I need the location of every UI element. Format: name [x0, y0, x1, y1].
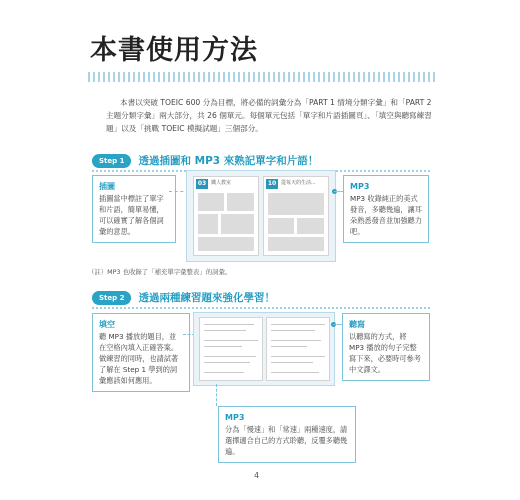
page-head: 從每天的生活...: [281, 180, 316, 186]
footnote: （註）MP3 也收錄了「補充單字彙整表」的詞彙。: [88, 268, 232, 276]
exercise-right-page: [266, 317, 330, 381]
step2-header: [92, 290, 275, 305]
step2-bottom-heading: MP3: [225, 413, 245, 422]
step1-right-body: MP3 收錄純正的美式發音，多聽幾遍，讓耳朵熟悉發音並加強聽力吧。: [350, 194, 422, 236]
unit-number: 10: [267, 180, 277, 187]
step2-right-heading: 聽寫: [349, 320, 365, 329]
step2-left-body: 聽 MP3 播放的題目，並在空格內填入正確答案。做練習的同時，也請試著了解在 Step 1 學到的詞彙應該如何應用。: [99, 332, 179, 385]
illustration: [268, 237, 324, 251]
step2-left-heading: 填空: [99, 320, 115, 329]
illustration: [198, 214, 218, 234]
text-line: [204, 346, 242, 347]
page-head: 鐵人教室: [211, 180, 232, 186]
page-title: 本書使用方法: [90, 35, 258, 66]
step1-title: 透過插圖和 MP3 來熟記單字和片語！: [138, 155, 319, 167]
text-line: [271, 346, 307, 347]
step1-badge: Step 1: [92, 154, 131, 168]
text-line: [204, 324, 254, 325]
text-line: [271, 372, 319, 373]
step2-title: 透過兩種練習題來強化學習！: [138, 292, 275, 304]
step2-bottom-body: 分為「慢速」和「常速」兩種速度，請選擇適合自己的方式聆聽，反覆多聽幾遍。: [225, 425, 348, 456]
text-line: [204, 372, 244, 373]
text-line: [271, 356, 325, 357]
page-number: 4: [254, 471, 260, 480]
step1-left-body: 插圖當中標註了單字和片語，簡單易懂，可以確實了解各個詞彙的意思。: [99, 194, 164, 236]
illustration: [297, 218, 324, 234]
text-line: [271, 362, 313, 363]
text-line: [271, 324, 325, 325]
illustration: [268, 218, 294, 234]
illustration: [268, 193, 324, 215]
illustration: [227, 193, 254, 211]
text-line: [204, 340, 258, 341]
text-line: [271, 340, 321, 341]
step1-left-heading: 插圖: [99, 182, 115, 191]
step2-dictation-box: [342, 313, 430, 381]
step1-illustration-box: [92, 175, 176, 243]
title-divider: [88, 72, 438, 82]
intro-paragraph: 本書以突破 TOEIC 600 分為目標，將必備的詞彙分為「PART 1 情境分類字彙」和「PART 2 主題分類字彙」兩大部分，共 26 個單元。每個單元包括「單字和片語插圖頁」、「填空與聽寫練習題」以及「挑戰 TOEIC 模擬試題」三個部分。: [106, 98, 432, 133]
step2-book-image: [193, 312, 335, 386]
step1-book-image: [186, 170, 336, 262]
text-line: [204, 362, 250, 363]
text-line: [204, 356, 256, 357]
exercise-left-page: [199, 317, 263, 381]
illustration: [221, 214, 254, 234]
step1-header: [92, 153, 318, 168]
step2-fill-in-box: [92, 313, 190, 392]
step1-right-heading: MP3: [350, 182, 370, 191]
step2-rule: [92, 307, 430, 309]
text-line: [204, 330, 246, 331]
text-line: [271, 330, 315, 331]
step1-mp3-box: [343, 175, 429, 243]
book-left-page: [193, 176, 259, 256]
step2-mp3-box: [218, 406, 356, 463]
book-right-page: [263, 176, 329, 256]
step2-right-body: 以聽寫的方式，將 MP3 播放的句子完整寫下來，必要時可參考中文譯文。: [349, 332, 421, 374]
illustration: [198, 237, 254, 251]
connector-line: [216, 384, 217, 406]
illustration: [198, 193, 224, 211]
step2-badge: Step 2: [92, 291, 131, 305]
unit-number: 03: [197, 180, 207, 187]
